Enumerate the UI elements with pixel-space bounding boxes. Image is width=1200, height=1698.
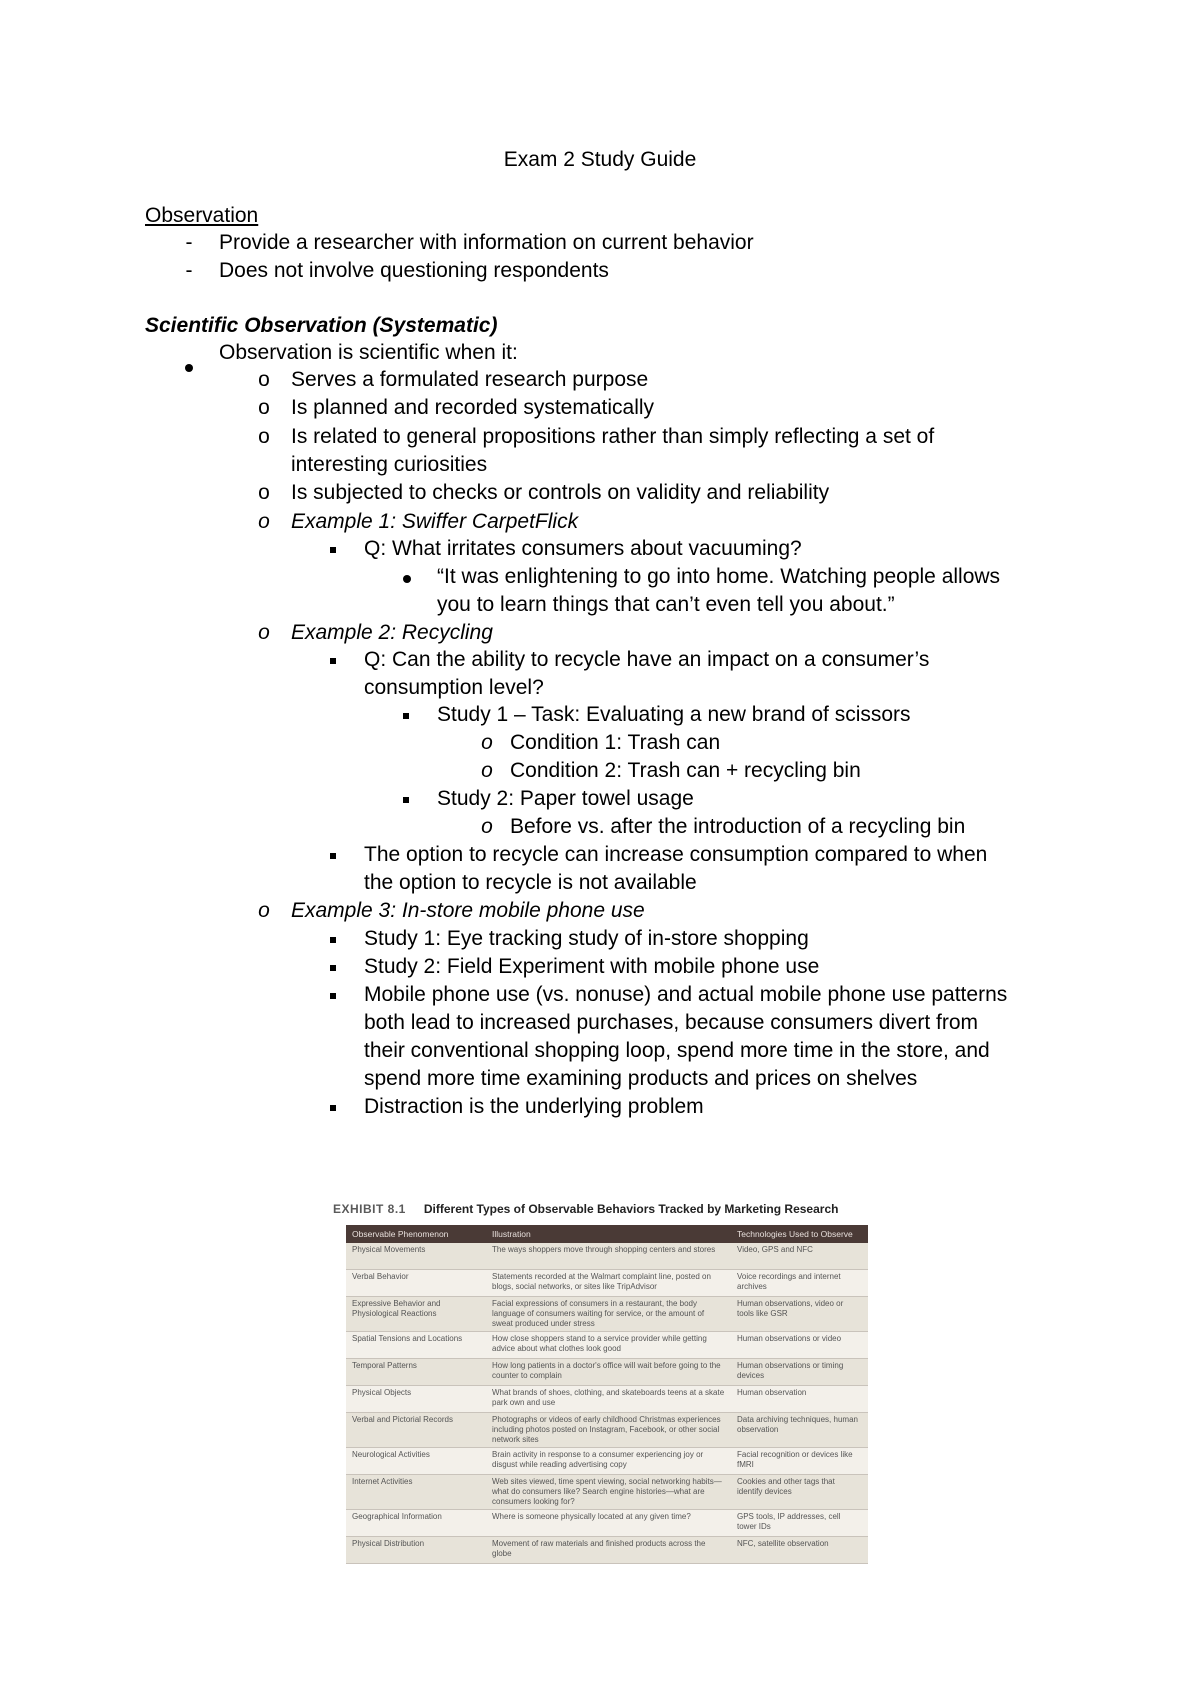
example-3-finding-cont-2: their conventional shopping loop, spend more time in the store, and [364, 1039, 990, 1062]
exhibit-table [346, 1225, 868, 1564]
example-2-question-cont: consumption level? [364, 676, 544, 699]
exhibit-table-cell: Video, GPS and NFC [731, 1243, 868, 1270]
exhibit-table-cell: Verbal Behavior [346, 1270, 486, 1297]
exhibit-table-cell: NFC, satellite observation [731, 1537, 868, 1564]
exhibit-table-cell: Physical Objects [346, 1386, 486, 1413]
criterion-3: Is related to general propositions rather than simply reflecting a set of [291, 425, 935, 448]
exhibit-table-cell: Facial expressions of consumers in a restaurant, the body language of consumers waiting for service, or the amount of sweat produced under stress [486, 1297, 731, 1332]
example-1-label: Example 1: Swiffer CarpetFlick [291, 510, 579, 533]
bullet-dot [403, 575, 411, 583]
exhibit-table-cell: Human observations, video or tools like GSR [731, 1297, 868, 1332]
exhibit-table-cell: Spatial Tensions and Locations [346, 1332, 486, 1359]
circle-marker: o [258, 396, 270, 419]
exhibit-table-cell: Statements recorded at the Walmart complaint line, posted on blogs, social networks, or sites like TripAdvisor [486, 1270, 731, 1297]
example-1-quote: “It was enlightening to go into home. Watching people allows [437, 565, 1001, 588]
example-3-problem: Distraction is the underlying problem [364, 1095, 704, 1118]
observation-heading: Observation [145, 204, 259, 227]
example-2-condition-2: Condition 2: Trash can + recycling bin [510, 759, 861, 782]
square-bullet [330, 965, 336, 971]
document-title: Exam 2 Study Guide [503, 148, 697, 171]
square-bullet [403, 797, 409, 803]
exhibit-table-row [346, 1448, 868, 1475]
exhibit-table-cell: Voice recordings and internet archives [731, 1270, 868, 1297]
exhibit-table-cell: Human observations or video [731, 1332, 868, 1359]
square-bullet [330, 853, 336, 859]
exhibit-table-cell: Cookies and other tags that identify devices [731, 1475, 868, 1510]
exhibit-table-row [346, 1359, 868, 1386]
exhibit-table-cell: Internet Activities [346, 1475, 486, 1510]
scientific-observation-heading: Scientific Observation (Systematic) [145, 314, 498, 337]
criterion-4: Is subjected to checks or controls on validity and reliability [291, 481, 830, 504]
example-2-condition-1: Condition 1: Trash can [510, 731, 721, 754]
square-bullet [330, 658, 336, 664]
exhibit-table-row [346, 1386, 868, 1413]
example-1-quote-cont: you to learn things that can’t even tell you about.” [437, 593, 895, 616]
exhibit-table-cell: Geographical Information [346, 1510, 486, 1537]
circle-marker: o [481, 815, 493, 838]
exhibit-table-row [346, 1537, 868, 1564]
exhibit-table-cell: Human observation [731, 1386, 868, 1413]
exhibit-number: EXHIBIT 8.1 [333, 1202, 406, 1216]
exhibit-table-cell: How close shoppers stand to a service provider while getting advice about what clothes look good [486, 1332, 731, 1359]
exhibit-table-cell: What brands of shoes, clothing, and skateboards teens at a skate park own and use [486, 1386, 731, 1413]
exhibit-table-cell: Expressive Behavior and Physiological Reactions [346, 1297, 486, 1332]
circle-marker: o [481, 731, 493, 754]
example-2-label: Example 2: Recycling [291, 621, 493, 644]
example-3-finding-cont-3: spend more time examining products and prices on shelves [364, 1067, 918, 1090]
exhibit-header-row [346, 1225, 868, 1243]
circle-marker: o [258, 621, 270, 644]
exhibit-table-cell: Brain activity in response to a consumer experiencing joy or disgust while reading advertising copy [486, 1448, 731, 1475]
example-2-question: Q: Can the ability to recycle have an impact on a consumer’s [364, 648, 930, 671]
square-bullet [330, 993, 336, 999]
exhibit-table-cell: Temporal Patterns [346, 1359, 486, 1386]
exhibit-column-header: Illustration [486, 1225, 731, 1243]
exhibit-table-cell: Verbal and Pictorial Records [346, 1413, 486, 1448]
example-3-label: Example 3: In-store mobile phone use [291, 899, 645, 922]
example-3-finding-cont-1: both lead to increased purchases, because consumers divert from [364, 1011, 978, 1034]
observation-point-2: Does not involve questioning respondents [219, 259, 609, 282]
example-3-finding: Mobile phone use (vs. nonuse) and actual mobile phone use patterns [364, 983, 1008, 1006]
exhibit-table-row [346, 1243, 868, 1270]
exhibit-table-cell: Where is someone physically located at any given time? [486, 1510, 731, 1537]
square-bullet [330, 547, 336, 553]
observation-point-1: Provide a researcher with information on current behavior [219, 231, 754, 254]
example-3-study-1: Study 1: Eye tracking study of in-store shopping [364, 927, 809, 950]
exhibit-caption [333, 1198, 863, 1220]
exhibit-table-cell: Physical Movements [346, 1243, 486, 1270]
exhibit-table-cell: Physical Distribution [346, 1537, 486, 1564]
exhibit-title: Different Types of Observable Behaviors Tracked by Marketing Research [423, 1202, 839, 1216]
exhibit-table-row [346, 1297, 868, 1332]
dash-marker: - [185, 259, 193, 282]
circle-marker: o [258, 425, 270, 448]
square-bullet [330, 1105, 336, 1111]
circle-marker: o [481, 759, 493, 782]
example-3-study-2: Study 2: Field Experiment with mobile phone use [364, 955, 820, 978]
square-bullet [403, 713, 409, 719]
exhibit-table-row [346, 1510, 868, 1537]
criterion-2: Is planned and recorded systematically [291, 396, 655, 419]
scientific-intro: Observation is scientific when it: [219, 341, 518, 364]
example-2-study-1: Study 1 – Task: Evaluating a new brand of scissors [437, 703, 911, 726]
exhibit-table-cell: GPS tools, IP addresses, cell tower IDs [731, 1510, 868, 1537]
example-2-study-2-detail: Before vs. after the introduction of a recycling bin [510, 815, 966, 838]
exhibit-table-cell: Web sites viewed, time spent viewing, social networking habits—what do consumers like? Search engine histories—what are consumers looking for? [486, 1475, 731, 1510]
bullet-dot [185, 364, 193, 372]
exhibit-table-cell: Photographs or videos of early childhood Christmas experiences including photos posted on Instagram, Facebook, or other social network sites [486, 1413, 731, 1448]
exhibit-table-cell: Facial recognition or devices like fMRI [731, 1448, 868, 1475]
criterion-1: Serves a formulated research purpose [291, 368, 649, 391]
exhibit-table-row [346, 1332, 868, 1359]
exhibit-table-cell: How long patients in a doctor's office will wait before going to the counter to complain [486, 1359, 731, 1386]
exhibit-table-row [346, 1270, 868, 1297]
square-bullet [330, 937, 336, 943]
dash-marker: - [185, 231, 193, 254]
example-2-conclusion-cont: the option to recycle is not available [364, 871, 697, 894]
circle-marker: o [258, 481, 270, 504]
exhibit-table-cell: The ways shoppers move through shopping centers and stores [486, 1243, 731, 1270]
exhibit-table-row [346, 1475, 868, 1510]
criterion-3-cont: interesting curiosities [291, 453, 488, 476]
exhibit-column-header: Observable Phenomenon [346, 1225, 486, 1243]
exhibit-table-cell: Neurological Activities [346, 1448, 486, 1475]
exhibit-table-row [346, 1413, 868, 1448]
exhibit-table-cell: Data archiving techniques, human observation [731, 1413, 868, 1448]
circle-marker: o [258, 368, 270, 391]
example-2-study-2: Study 2: Paper towel usage [437, 787, 694, 810]
circle-marker: o [258, 510, 270, 533]
circle-marker: o [258, 899, 270, 922]
example-1-question: Q: What irritates consumers about vacuuming? [364, 537, 802, 560]
example-2-conclusion: The option to recycle can increase consumption compared to when [364, 843, 988, 866]
exhibit-column-header: Technologies Used to Observe [731, 1225, 868, 1243]
exhibit-table-cell: Movement of raw materials and finished products across the globe [486, 1537, 731, 1564]
exhibit-table-cell: Human observations or timing devices [731, 1359, 868, 1386]
